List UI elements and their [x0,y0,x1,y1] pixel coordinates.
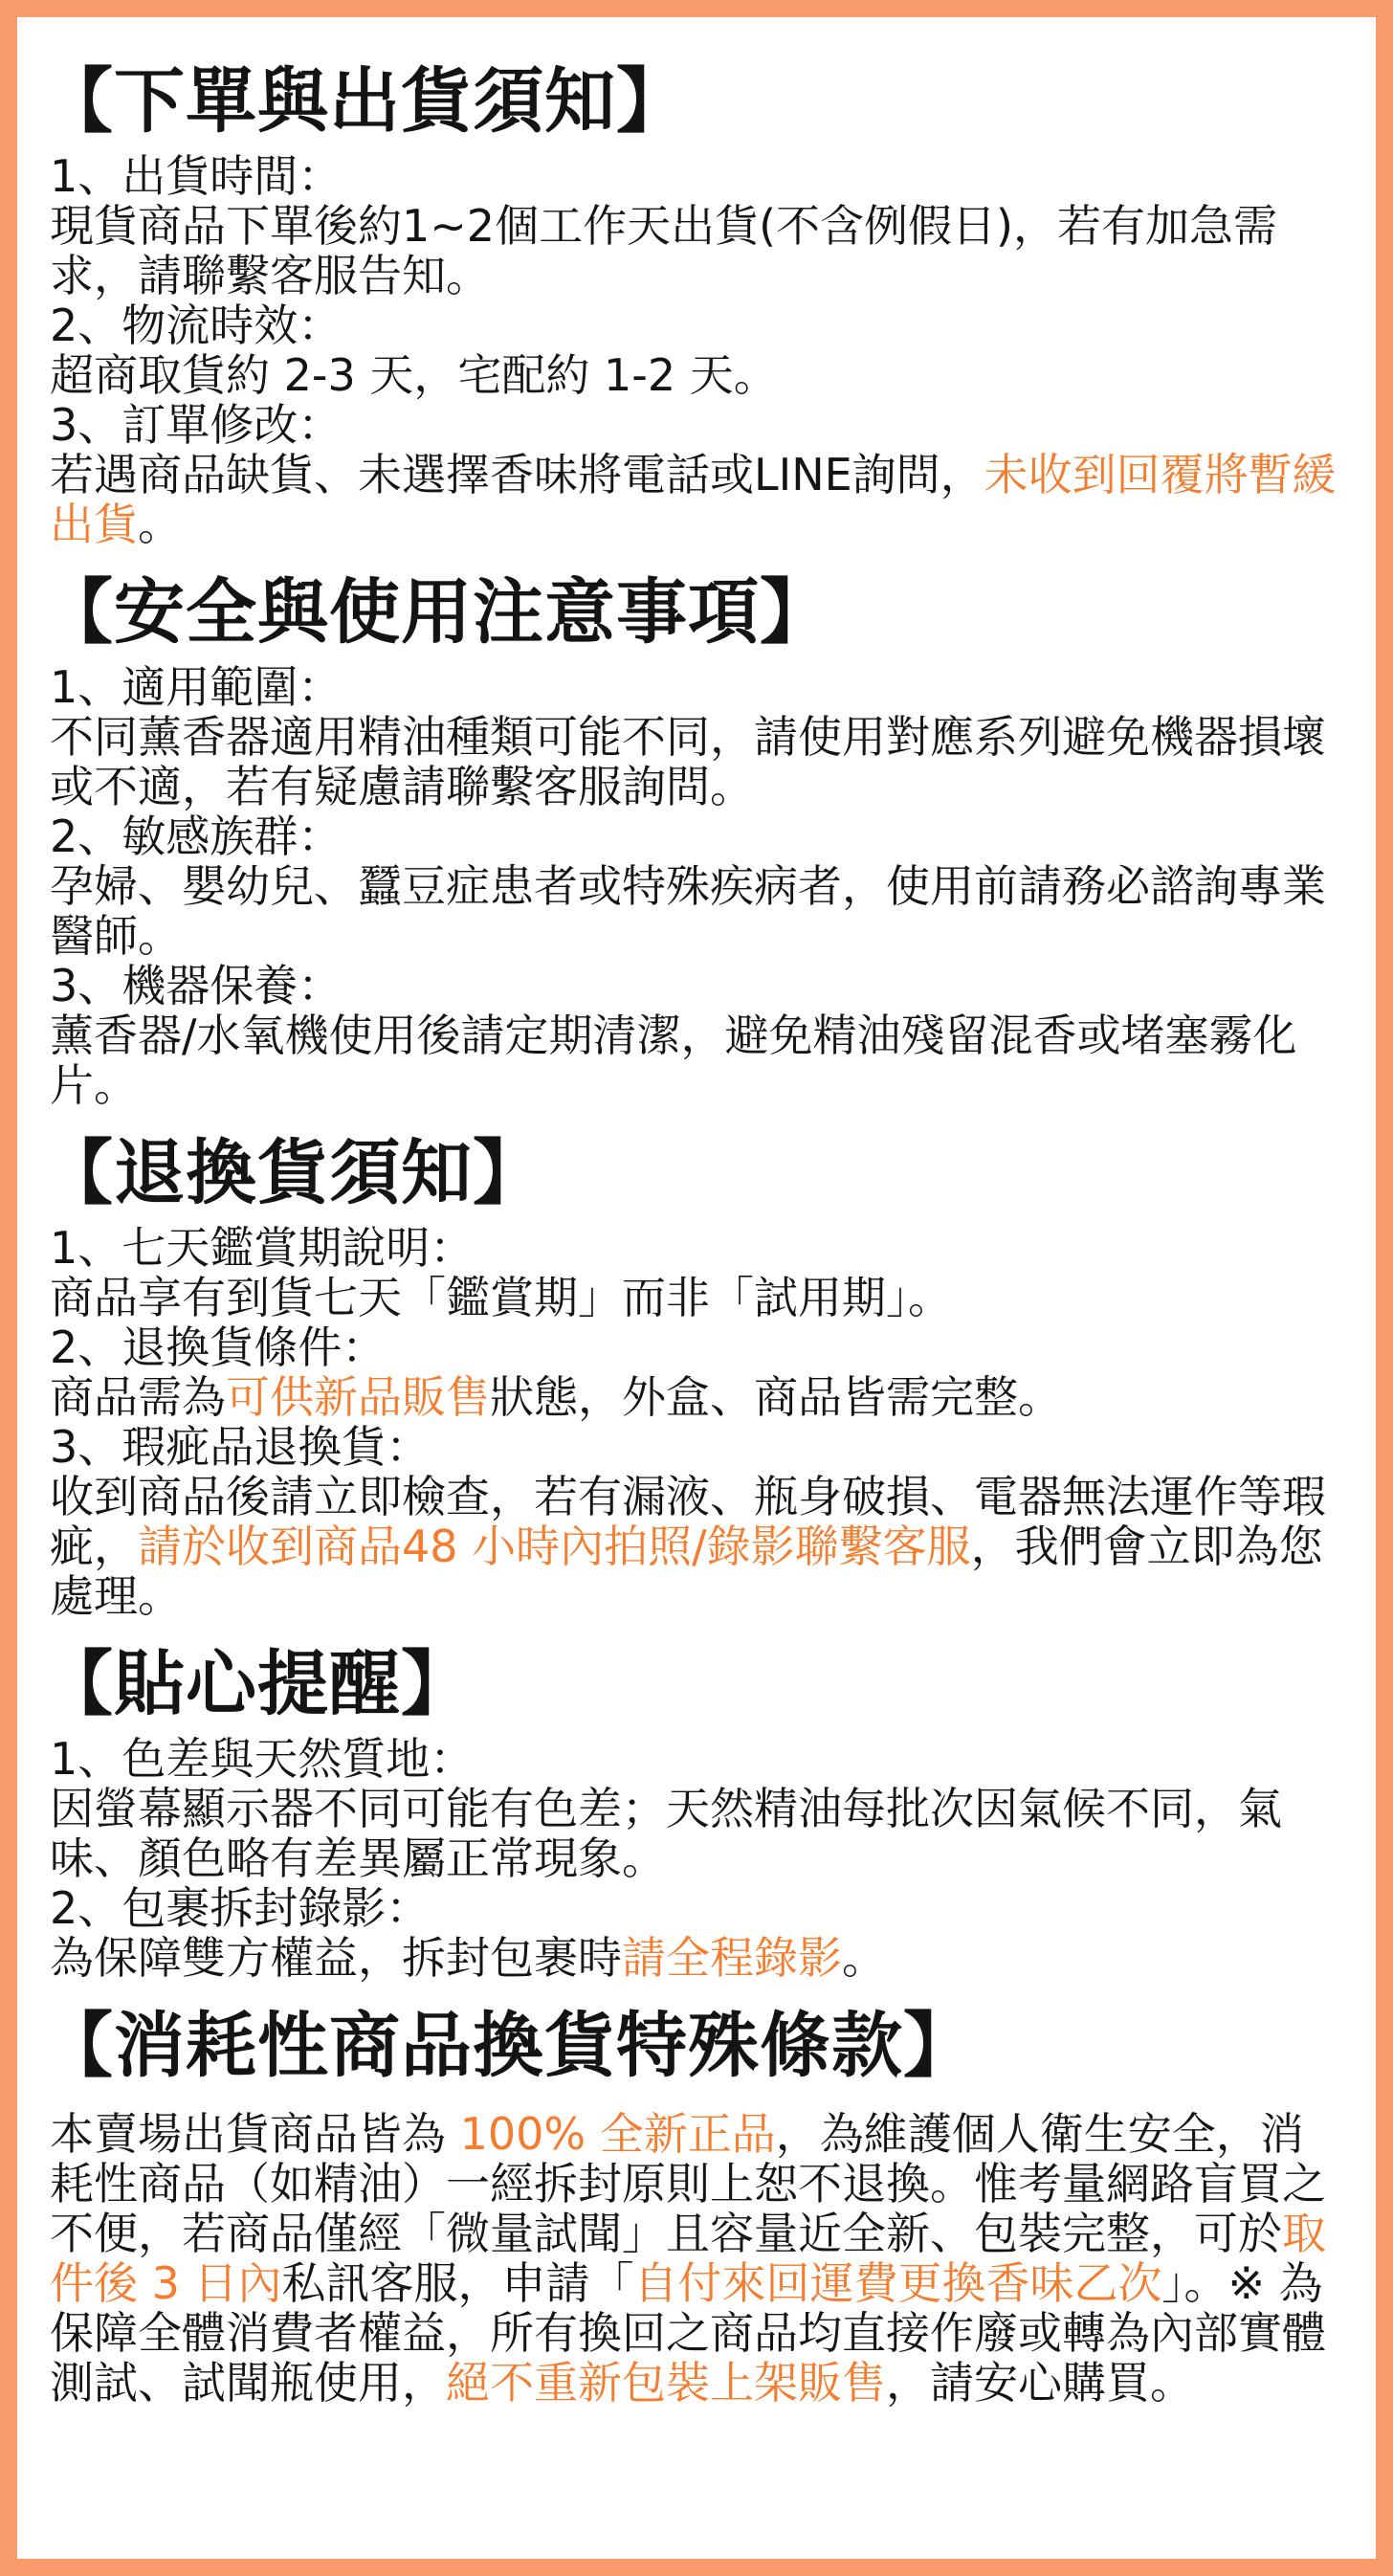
section-heading: 【下單與出貨須知】 [42,60,688,143]
item-title: 3、訂單修改： [50,399,343,451]
highlight-text: 請於收到商品48 小時內拍照/錄影聯繫客服 [138,1521,971,1572]
item-title: 2、敏感族群： [50,811,343,862]
notice-page [17,17,1376,2559]
item-title: 1、七天鑑賞期說明： [50,1222,475,1274]
section-ordering-shipping [42,56,1339,550]
highlight-text: 未收到回覆將暫緩出貨 [50,449,1337,550]
item-title: 2、物流時效： [50,300,343,351]
section-consumable-exchange [42,2000,1339,2409]
highlight-text: 請全程錄影 [622,1932,842,1984]
section-returns [42,1127,1339,1622]
item-body: 不同薰香器適用精油種類可能不同，請使用對應系列避免機器損壞或不適，若有疑慮請聯繫客服詢問。 [50,711,1326,812]
highlight-text: 自付來回運費更換香味乙次 [633,2257,1162,2309]
highlight-text: 可供新品販售 [226,1371,490,1423]
item-body: 現貨商品下單後約1~2個工作天出貨(不含例假日)，若有加急需求，請聯繫客服告知。 [50,200,1277,301]
item-body: 商品需為可供新品販售狀態，外盒、商品皆需完整。 [50,1371,1062,1423]
item-title: 1、適用範圍： [50,661,343,713]
terms-paragraph: 本賣場出貨商品皆為 100% 全新正品，為維護個人衛生安全，消耗性商品（如精油）一經拆封原則上恕不退換。惟考量網路盲買之不便，若商品僅經「微量試聞」且容量近全新、包裝完整，可於取件後 3 日內私訊客服，申請「自付來回運費更換香味乙次」。※ 為保障全體消費者權益，所有換回之商品均直接作廢或轉為內部實體測試、試聞瓶使用，絕不重新包裝上架販售，請安心購買。 [50,2108,1326,2409]
item-body: 孕婦、嬰幼兒、蠶豆症患者或特殊疾病者，使用前請務必諮詢專業醫師。 [50,860,1326,962]
item-body: 為保障雙方權益，拆封包裹時請全程錄影。 [50,1932,886,1984]
section-heading: 【退換貨須知】 [42,1132,544,1214]
item-body: 薰香器/水氧機使用後請定期清潔，避免精油殘留混香或堵塞霧化片。 [50,1010,1297,1111]
highlight-text: 取件後 3 日內 [50,2208,1326,2309]
section-heading: 【消耗性商品換貨特殊條款】 [42,2005,975,2087]
item-title: 3、機器保養： [50,960,343,1011]
item-title: 1、出貨時間： [50,150,343,202]
section-heading: 【貼心提醒】 [42,1643,473,1725]
item-body: 收到商品後請立即檢查，若有漏液、瓶身破損、電器無法運作等瑕疵，請於收到商品48 小時內拍照/錄影聯繫客服，我們會立即為您處理。 [50,1471,1326,1622]
item-title: 2、包裹拆封錄影： [50,1882,431,1934]
item-title: 1、色差與天然質地： [50,1733,475,1785]
highlight-text: 絕不重新包裝上架販售 [446,2357,886,2409]
item-title: 2、退換貨條件： [50,1321,387,1373]
item-body: 因螢幕顯示器不同可能有色差；天然精油每批次因氣候不同，氣味、顏色略有差異屬正常現象。 [50,1783,1282,1884]
highlight-text: 100% 全新正品 [459,2108,776,2160]
item-title: 3、瑕疵品退換貨： [50,1421,431,1473]
item-body: 若遇商品缺貨、未選擇香味將電話或LINE詢問，未收到回覆將暫緩出貨。 [50,449,1337,550]
section-reminders [42,1638,1339,1984]
section-safety-usage [42,566,1339,1111]
item-body: 商品享有到貨七天「鑑賞期」而非「試用期」。 [50,1272,952,1323]
item-body: 超商取貨約 2-3 天，宅配約 1-2 天。 [50,349,778,401]
section-heading: 【安全與使用注意事項】 [42,571,831,654]
